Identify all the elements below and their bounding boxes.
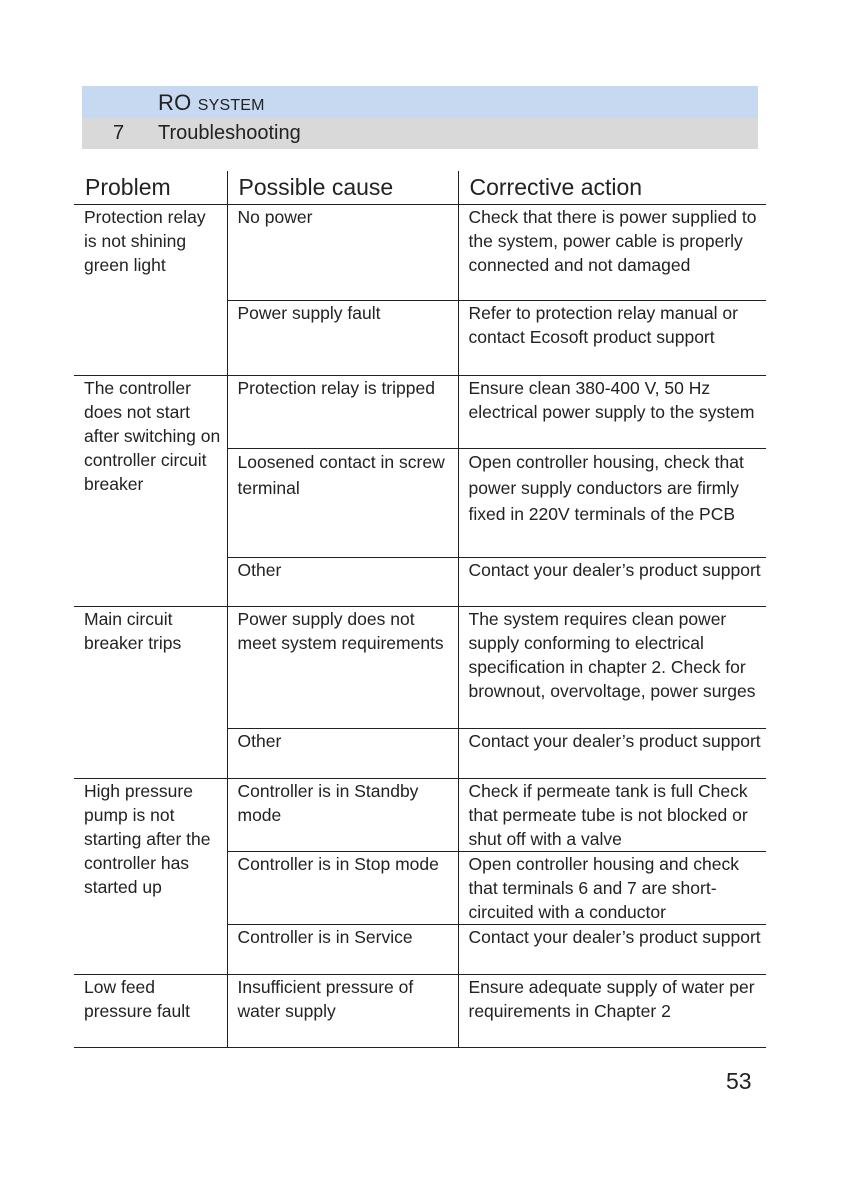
table-row <box>74 779 766 852</box>
action-cell: Contact your dealer’s product support <box>458 925 766 975</box>
section-title: RO SYSTEM <box>158 90 265 115</box>
action-cell: Ensure adequate supply of water per requirements in Chapter 2 <box>458 975 766 1048</box>
table-row <box>74 376 766 449</box>
problem-cell: Protection relay is not shining green light <box>74 205 227 376</box>
cause-cell: Controller is in Service <box>227 925 458 975</box>
column-header-problem: Problem <box>74 171 227 205</box>
table-row <box>74 975 766 1048</box>
column-header-action: Corrective action <box>458 171 766 205</box>
table-row <box>74 607 766 729</box>
table-header-row <box>74 171 766 205</box>
chapter-header <box>82 118 758 149</box>
cause-cell: Controller is in Stop mode <box>227 852 458 925</box>
cause-cell: Power supply does not meet system requirements <box>227 607 458 729</box>
action-cell: Check if permeate tank is full Check that permeate tube is not blocked or shut off with a valve <box>458 779 766 852</box>
action-cell: Open controller housing, check that power supply conductors are firmly fixed in 220V terminals of the PCB <box>458 449 766 558</box>
problem-cell: The controller does not start after switching on controller circuit breaker <box>74 376 227 607</box>
cause-cell: No power <box>227 205 458 301</box>
table-row <box>74 205 766 301</box>
troubleshooting-table <box>74 171 766 1048</box>
cause-cell: Controller is in Standby mode <box>227 779 458 852</box>
action-cell: Contact your dealer’s product support <box>458 558 766 607</box>
problem-cell: High pressure pump is not starting after the controller has started up <box>74 779 227 975</box>
cause-cell: Insufficient pressure of water supply <box>227 975 458 1048</box>
action-cell: The system requires clean power supply conforming to electrical specification in chapter 2. Check for brownout, overvoltage, power surges <box>458 607 766 729</box>
cause-cell: Protection relay is tripped <box>227 376 458 449</box>
cause-cell: Power supply fault <box>227 301 458 376</box>
action-cell: Refer to protection relay manual or contact Ecosoft product support <box>458 301 766 376</box>
cause-cell: Other <box>227 729 458 779</box>
problem-cell: Low feed pressure fault <box>74 975 227 1048</box>
chapter-title: Troubleshooting <box>158 122 301 144</box>
page-number: 53 <box>726 1068 752 1094</box>
cause-cell: Loosened contact in screw terminal <box>227 449 458 558</box>
action-cell: Contact your dealer’s product support <box>458 729 766 779</box>
cause-cell: Other <box>227 558 458 607</box>
column-header-cause: Possible cause <box>227 171 458 205</box>
action-cell: Ensure clean 380-400 V, 50 Hz electrical power supply to the system <box>458 376 766 449</box>
chapter-number: 7 <box>113 122 125 144</box>
problem-cell: Main circuit breaker trips <box>74 607 227 779</box>
action-cell: Check that there is power supplied to the system, power cable is properly connected and not damaged <box>458 205 766 301</box>
section-header <box>82 86 758 118</box>
action-cell: Open controller housing and check that terminals 6 and 7 are short-circuited with a conductor <box>458 852 766 925</box>
